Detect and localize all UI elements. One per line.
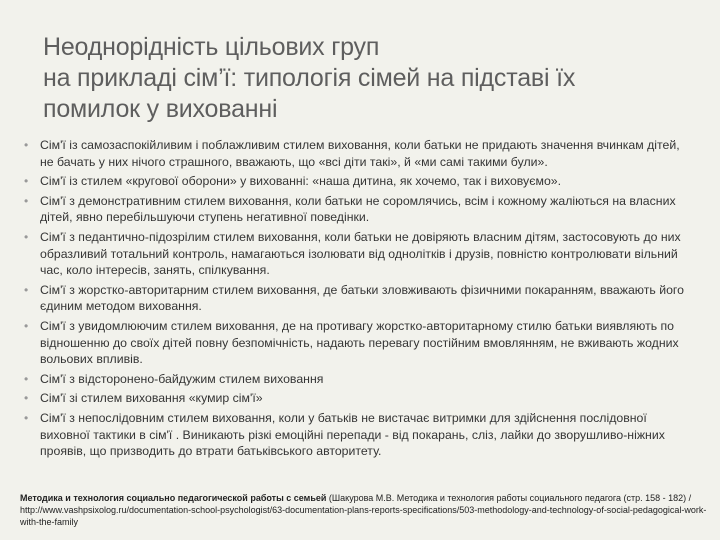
bullet-dot-icon: • <box>24 138 29 152</box>
bullet-item-3 <box>24 193 696 226</box>
bullet-item-7 <box>24 371 696 388</box>
bullet-text: Сім'ї із самозаспокійливим і поблажливим стилем виховання, коли батьки не придають значення вчинкам дітей, не бачать у них нічого страшного, вважають, що «всі діти такі», й «ми самі такими були». <box>40 138 680 169</box>
bullet-text: Сім'ї з демонстративним стилем виховання, коли батьки не соромлячись, всім і кожному жаліються на власних дітей, явно перебільшуючи ступень негативної поведінки. <box>40 193 676 225</box>
bullet-text: Сім'ї з увидомлюючим стилем виховання, де на противагу жорстко-авторитарному стилю батьки виявляють по відношенню до своїх дітей повну безпомічність, надають перевагу постійним вмовлянням, не вживають жодних вольових впливів. <box>40 318 679 367</box>
bullet-dot-icon: • <box>24 282 29 297</box>
bullet-dot-icon: • <box>24 371 29 386</box>
bullet-item-5 <box>24 282 696 315</box>
slide-title-line-1: Неоднорідність цільових груп <box>43 33 380 61</box>
bullet-dot-icon: • <box>24 193 29 208</box>
bullet-item-6 <box>24 318 696 368</box>
bullet-text: Сім'ї з педантично-підозрілим стилем виховання, коли батьки не довіряють власним дітям, застосовують до них образливий тотальний контроль, намагаються ізолювати від однолітків і друзів, повністю контролювати вільний час, коло інтересів, занять, спілкування. <box>40 229 681 278</box>
bullet-text: Сім'ї з непослідовним стилем виховання, коли у батьків не вистачає витримки для здійснення послідовної виховної тактики в сім'ї . Виникають різкі емоційні перепади - від покарань, сліз, лайки до зворушливо-ніжних проявів, що призводить до втрати батьківського авторитету. <box>40 410 665 459</box>
source-citation <box>20 492 714 528</box>
bullet-text: Сім'ї з відсторонено-байдужим стилем виховання <box>40 371 324 386</box>
bullet-text: Сім'ї із стилем «кругової оборони» у вихованні: «наша дитина, як хочемо, так і виховуємо». <box>40 174 562 189</box>
bullet-item-8 <box>24 390 696 407</box>
citation-title: Методика и технология социально педагогической работы с семьей <box>20 493 327 503</box>
bullet-dot-icon: • <box>24 229 29 244</box>
bullet-item-9 <box>24 410 696 460</box>
bullet-item-4 <box>24 229 696 279</box>
bullet-dot-icon: • <box>24 391 29 406</box>
bullet-list <box>24 137 696 463</box>
slide-title-line-3: помилок у вихованні <box>43 95 278 123</box>
slide-title-line-2: на прикладі сім’ї: типологія сімей на підставі їх <box>43 64 576 92</box>
bullet-dot-icon: • <box>24 318 29 333</box>
bullet-dot-icon: • <box>24 410 29 425</box>
bullet-item-1 <box>24 137 696 170</box>
bullet-text: Сім'ї з жорстко-авторитарним стилем виховання, де батьки зловживають фізичними покаранням, вважають його єдиним методом виховання. <box>40 282 684 314</box>
bullet-item-2 <box>24 173 696 190</box>
citation-details: (Шакурова М.В. Методика и технология работы социального педагога (стр. 158 - 182) / http://www.vashpsixolog.ru/documentation-school-psychologist/63-documentation-plans-reports-specifications/503-methodology-and-technology-of-social-pedagogical-work-with-the-family <box>20 493 707 527</box>
bullet-text: Сім'ї зі стилем виховання «кумир сім'ї» <box>40 391 263 406</box>
slide-title <box>43 32 683 125</box>
bullet-dot-icon: • <box>24 174 29 189</box>
